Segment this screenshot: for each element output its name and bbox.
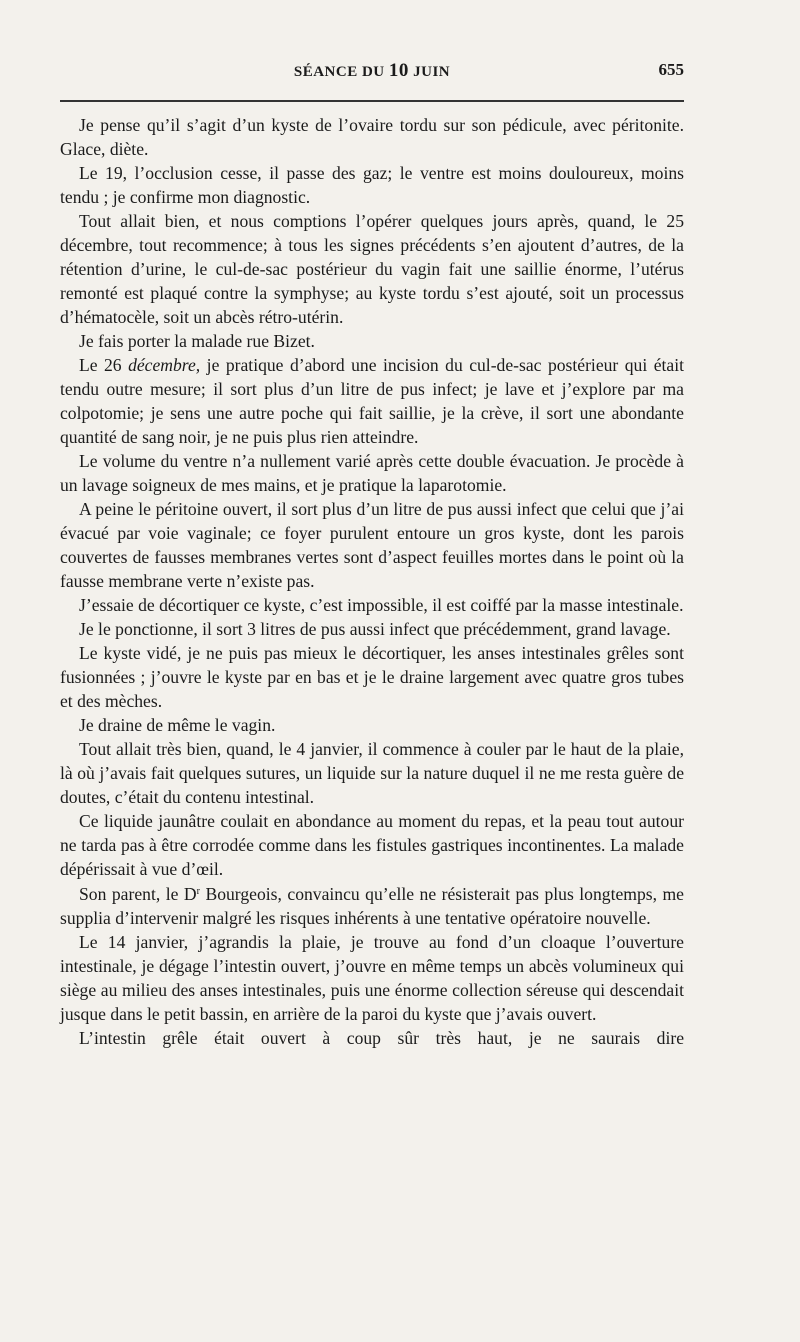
- paragraph: Je pense qu’il s’agit d’un kyste de l’ovaire tordu sur son pédicule, avec péritonite. Glace, diète.: [60, 115, 684, 160]
- header-title-month: JUIN: [413, 64, 451, 80]
- paragraph: Je fais porter la malade rue Bizet.: [79, 331, 315, 352]
- superscript: r: [196, 885, 200, 897]
- header-title: [60, 60, 684, 82]
- paragraph: J’essaie de décortiquer ce kyste, c’est impossible, il est coiffé par la masse intestinale.: [79, 595, 684, 616]
- paragraph-rest: je pratique d’abord une incision du cul-de-sac postérieur qui était tendu outre mesure; il sort plus d’un litre de pus infect; je lave et j’explore par ma colpotomie; je sens une autre poche qui fait saillie, je la crève, il sort une abondante quantité de sang noir, je ne puis plus rien atteindre.: [60, 355, 684, 448]
- paragraph: Le kyste vidé, je ne puis pas mieux le décortiquer, les anses intestinales grêles sont fusionnées ; j’ouvre le kyste par en bas et je le draine largement avec quatre gros tubes et des mèches.: [60, 643, 684, 712]
- page-number: 655: [658, 60, 684, 79]
- body-text: [60, 113, 684, 1050]
- paragraph: Le volume du ventre n’a nullement varié après cette double évacuation. Je procède à un lavage soigneux de mes mains, et je pratique la laparotomie.: [60, 451, 684, 496]
- paragraph: L’intestin grêle était ouvert à coup sûr très haut, je ne saurais dire: [79, 1027, 684, 1048]
- paragraph-rest: Bourgeois, convaincu qu’elle ne résisterait pas plus longtemps, me supplia d’intervenir malgré les risques inhérents à une tentative opératoire nouvelle.: [60, 883, 684, 928]
- paragraph: [60, 882, 684, 930]
- paragraph: Le 19, l’occlusion cesse, il passe des gaz; le ventre est moins douloureux, moins tendu ; je confirme mon diagnostic.: [60, 163, 684, 208]
- paragraph: A peine le péritoine ouvert, il sort plus d’un litre de pus aussi infect que celui que j’ai évacué par voie vaginale; ce foyer purulent entoure un gros kyste, dont les parois couvertes de fausses membranes vertes sont d’aspect feuilles mortes dans le point où la fausse membrane verte n’existe pas.: [60, 499, 684, 592]
- italic-date: décembre,: [128, 355, 201, 376]
- paragraph: Tout allait très bien, quand, le 4 janvier, il commence à couler par le haut de la plaie, là où j’avais fait quelques sutures, un liquide sur la nature duquel il ne me resta guère de doutes, c’était du contenu intestinal.: [60, 739, 684, 808]
- paragraph: Je le ponctionne, il sort 3 litres de pus aussi infect que précédemment, grand lavage.: [79, 619, 671, 640]
- header-title-day: 10: [388, 60, 409, 81]
- paragraph: [60, 353, 684, 449]
- header-rule: [60, 100, 684, 102]
- paragraph: Le 14 janvier, j’agrandis la plaie, je trouve au fond d’un cloaque l’ouverture intestinale, je dégage l’intestin ouvert, j’ouvre en même temps un abcès volumineux qui siège au milieu des anses intestinales, puis une énorme collection séreuse qui descendait jusque dans le petit bassin, en arrière de la paroi du kyste que j’avais ouvert.: [60, 931, 684, 1024]
- paragraph-start: Le 26: [79, 355, 122, 376]
- running-header: [60, 60, 684, 88]
- paragraph: Ce liquide jaunâtre coulait en abondance au moment du repas, et la peau tout autour ne tarda pas à être corrodée comme dans les fistules gastriques incontinentes. La malade dépérissait à vue d’œil.: [60, 811, 684, 880]
- paragraph-start: Son parent, le D: [79, 883, 197, 904]
- paragraph: Je draine de même le vagin.: [79, 715, 276, 736]
- paragraph: Tout allait bien, et nous comptions l’opérer quelques jours après, quand, le 25 décembre, tout recommence; à tous les signes précédents s’en ajoutent d’autres, de la rétention d’urine, le cul-de-sac postérieur du vagin fait une saillie énorme, l’utérus remonté est plaqué contre la symphyse; au kyste tordu s’est ajouté, soit un processus d’hématocèle, soit un abcès rétro-utérin.: [60, 211, 684, 328]
- header-title-prefix: SÉANCE DU: [293, 64, 385, 80]
